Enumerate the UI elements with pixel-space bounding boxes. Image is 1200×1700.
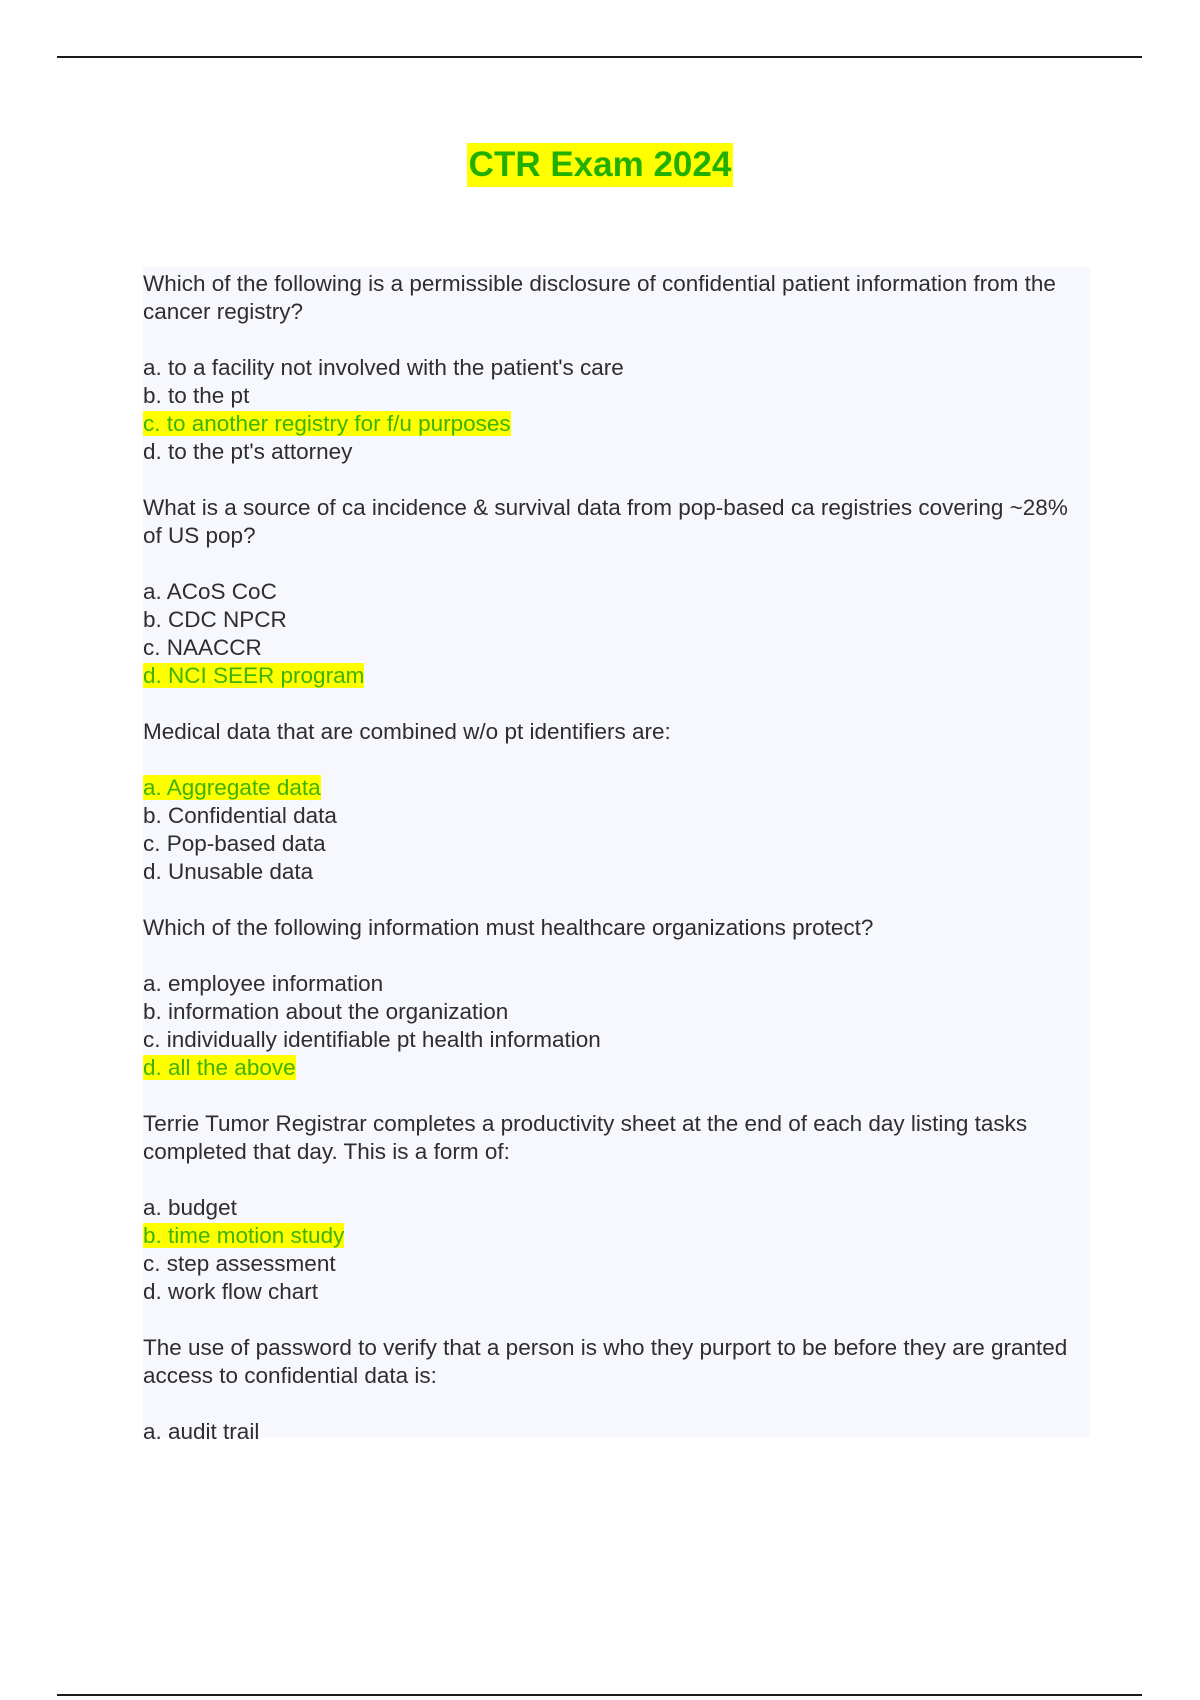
question-text: What is a source of ca incidence & survival data from pop-based ca registries covering ~28% of US pop?	[143, 495, 1068, 548]
question-list	[143, 267, 1090, 1444]
answer-option	[143, 354, 1090, 382]
answer-option-text: b. CDC NPCR	[143, 607, 287, 632]
answer-option-text: c. to another registry for f/u purposes	[143, 411, 511, 436]
answer-options	[143, 970, 1090, 1082]
question-text: The use of password to verify that a person is who they purport to be before they are granted access to confidential data is:	[143, 1335, 1068, 1388]
answer-option	[143, 858, 1090, 886]
answer-options	[143, 354, 1090, 466]
answer-options	[143, 1418, 1090, 1446]
answer-option	[143, 1278, 1090, 1306]
answer-option-text: d. Unusable data	[143, 859, 314, 884]
answer-option-correct	[143, 1222, 1090, 1250]
title-container	[0, 143, 1200, 187]
answer-option-text: b. to the pt	[143, 383, 250, 408]
answer-option	[143, 1418, 1090, 1446]
answer-option	[143, 998, 1090, 1026]
answer-option-text: d. NCI SEER program	[143, 663, 365, 688]
answer-option-text: c. Pop-based data	[143, 831, 326, 856]
question-block	[143, 718, 1090, 886]
answer-option-text: a. to a facility not involved with the patient's care	[143, 355, 624, 380]
answer-options	[143, 774, 1090, 886]
answer-option-text: c. individually identifiable pt health information	[143, 1027, 601, 1052]
question-text: Which of the following information must healthcare organizations protect?	[143, 915, 874, 940]
answer-option-text: d. all the above	[143, 1055, 296, 1080]
answer-option	[143, 1026, 1090, 1054]
answer-option-text: a. employee information	[143, 971, 384, 996]
answer-option-text: d. work flow chart	[143, 1279, 319, 1304]
answer-option	[143, 578, 1090, 606]
page-title: CTR Exam 2024	[467, 143, 734, 187]
answer-option-correct	[143, 774, 1090, 802]
answer-option	[143, 634, 1090, 662]
answer-option-text: a. Aggregate data	[143, 775, 321, 800]
answer-option-text: b. Confidential data	[143, 803, 337, 828]
answer-option-text: c. NAACCR	[143, 635, 262, 660]
answer-option-text: c. step assessment	[143, 1251, 336, 1276]
answer-option-text: d. to the pt's attorney	[143, 439, 353, 464]
question-text: Which of the following is a permissible disclosure of confidential patient information from the cancer registry?	[143, 271, 1056, 324]
answer-option-correct	[143, 1054, 1090, 1082]
answer-options	[143, 1194, 1090, 1306]
answer-option-text: b. time motion study	[143, 1223, 345, 1248]
question-block	[143, 270, 1090, 466]
answer-option	[143, 438, 1090, 466]
answer-option	[143, 382, 1090, 410]
answer-option-text: a. audit trail	[143, 1419, 260, 1444]
answer-option-text: b. information about the organization	[143, 999, 509, 1024]
question-block	[143, 1110, 1090, 1306]
answer-option	[143, 1250, 1090, 1278]
question-block	[143, 914, 1090, 1082]
answer-option	[143, 606, 1090, 634]
question-block	[143, 1334, 1090, 1446]
answer-option	[143, 970, 1090, 998]
top-rule	[57, 56, 1142, 58]
answer-option-text: a. budget	[143, 1195, 237, 1220]
question-block	[143, 494, 1090, 690]
answer-option	[143, 830, 1090, 858]
question-text: Medical data that are combined w/o pt identifiers are:	[143, 719, 671, 744]
answer-option-correct	[143, 662, 1090, 690]
answer-option	[143, 802, 1090, 830]
answer-options	[143, 578, 1090, 690]
answer-option-text: a. ACoS CoC	[143, 579, 277, 604]
answer-option	[143, 1194, 1090, 1222]
answer-option-correct	[143, 410, 1090, 438]
question-text: Terrie Tumor Registrar completes a productivity sheet at the end of each day listing tasks completed that day. This is a form of:	[143, 1111, 1028, 1164]
bottom-rule	[57, 1694, 1142, 1696]
